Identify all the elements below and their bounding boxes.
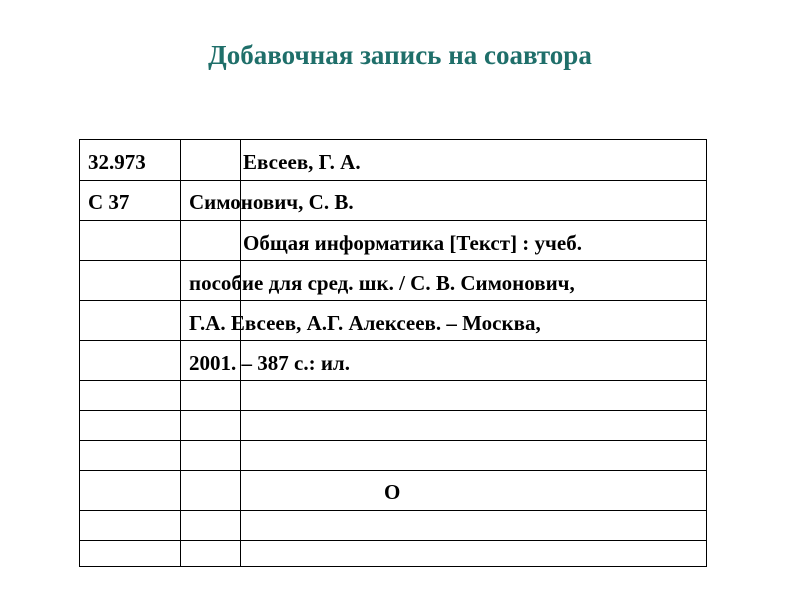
author-mark: С 37	[88, 190, 130, 214]
card-column-line	[180, 140, 181, 566]
card-row-line	[80, 260, 706, 261]
card-row-line	[80, 470, 706, 471]
card-row-line	[80, 540, 706, 541]
page-title: Добавочная запись на соавтора	[208, 40, 592, 70]
card-row-line	[80, 220, 706, 221]
card-row-line	[80, 410, 706, 411]
tracing-mark: О	[384, 480, 401, 504]
added-entry-heading: Евсеев, Г. А.	[243, 150, 361, 174]
card-row-line	[80, 180, 706, 181]
description-line-2: пособие для сред. шк. / С. В. Симонович,	[189, 271, 575, 295]
card-row-line	[80, 380, 706, 381]
main-author: Симонович, С. В.	[189, 190, 354, 214]
classification-index: 32.973	[88, 150, 146, 174]
description-line-1: Общая информатика [Текст] : учеб.	[243, 231, 582, 255]
card-row-line	[80, 340, 706, 341]
description-line-4: 2001. – 387 с.: ил.	[189, 351, 350, 375]
card-row-line	[80, 440, 706, 441]
catalog-card	[79, 139, 707, 567]
description-line-3: Г.А. Евсеев, А.Г. Алексеев. – Москва,	[189, 311, 541, 335]
card-row-line	[80, 510, 706, 511]
card-row-line	[80, 300, 706, 301]
